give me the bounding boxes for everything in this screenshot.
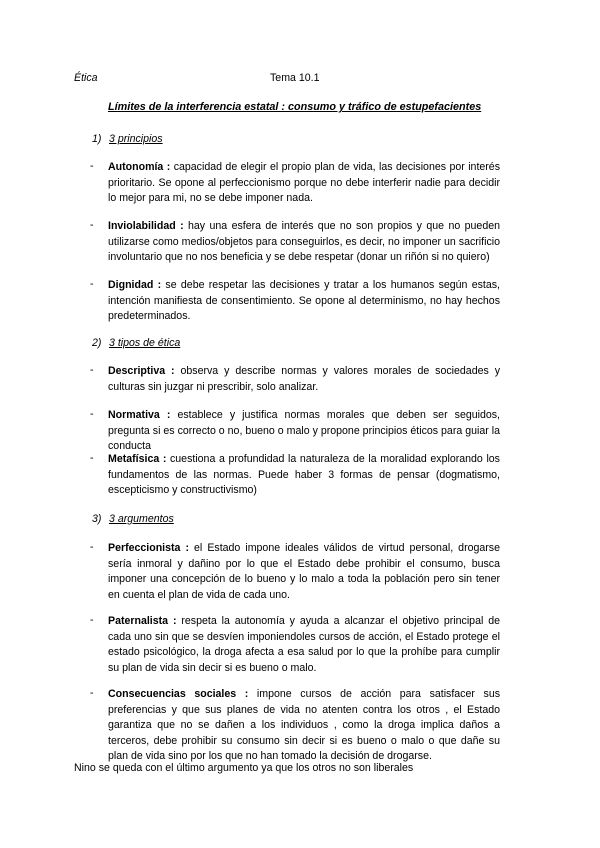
item-text: impone cursos de acción para satisfacer sus preferencias y que sus planes de vida no atenten contra los otros , el Estado garantiza que no se dañen a los individuos , como la droga implica daños a terceros, debe prohibir su consumo sin decir si es bueno o malo o que dañe su plan de vida sino por los que no han tomado la decisión de drogarse. <box>108 688 501 763</box>
item-text: cuestiona a profundidad la naturaleza de la moralidad explorando los fundamentos de las normas. Puede haber 3 formas de pensar (dogmatismo, escepticismo y constructivismo) <box>108 453 500 497</box>
item-term: Consecuencias sociales : <box>108 688 249 700</box>
list-item <box>90 364 500 395</box>
section-number: 1) <box>92 133 102 145</box>
item-text: el Estado impone ideales válidos de virtud personal, drogarse sería inmoral y dañino por lo que el Estado debe prohibir el consumo, busca imponer una concepción de lo bueno y lo malo a toda la población pero sin tener en cuenta el plan de vida de cada uno. <box>108 542 500 601</box>
bullet-dash: - <box>90 278 94 290</box>
item-text: establece y justifica normas morales que deben ser seguidos, pregunta si es correcto o no, bueno o malo y propone principios éticos para guiar la conducta <box>108 409 500 453</box>
section-heading <box>92 133 163 145</box>
item-term: Dignidad : <box>108 279 162 291</box>
item-text: respeta la autonomía y ayuda a alcanzar el objetivo principal de cada uno sin que se desvíen imponiendoles cursos de acción, el Estado protege el estado psicológico, la droga afecta a esa salud por lo que la prohíbe para cumplir su plan de vida sin decir si es bueno o malo. <box>108 615 500 674</box>
bullet-dash: - <box>90 160 94 172</box>
list-item <box>90 614 500 676</box>
section-heading <box>92 337 180 349</box>
section-label: 3 principios <box>109 133 163 145</box>
item-text: hay una esfera de interés que no son propios y que no pueden utilizarse como medios/objetos para conseguirlos, es decir, no imponer un sacrificio involuntario que no nos beneficia y se debe respetar (donar un riñón si no quiero) <box>108 220 500 264</box>
bullet-dash: - <box>90 452 94 464</box>
list-item <box>90 408 500 455</box>
section-number: 3) <box>92 513 102 525</box>
item-term: Perfeccionista : <box>108 542 189 554</box>
closing-note: Nino se queda con el último argumento ya que los otros no son liberales <box>74 762 414 774</box>
bullet-dash: - <box>90 687 94 699</box>
section-number: 2) <box>92 337 102 349</box>
list-item <box>90 541 500 603</box>
list-item <box>90 160 500 207</box>
item-term: Paternalista : <box>108 615 177 627</box>
bullet-dash: - <box>90 219 94 231</box>
list-item <box>90 687 500 765</box>
list-item <box>90 452 500 499</box>
item-term: Normativa : <box>108 409 171 421</box>
item-text: se debe respetar las decisiones y tratar a los humanos según estas, intención manifiesta de consentimiento. Se opone al determinismo, no hay hechos predeterminados. <box>108 279 500 323</box>
section-label: 3 tipos de ética <box>109 337 181 349</box>
bullet-dash: - <box>90 408 94 420</box>
document-title: Límites de la interferencia estatal : consumo y tráfico de estupefacientes <box>108 101 482 113</box>
bullet-dash: - <box>90 541 94 553</box>
section-heading <box>92 513 174 525</box>
list-item <box>90 219 500 266</box>
item-text: observa y describe normas y valores morales de sociedades y culturas sin juzgar ni prescribir, solo analizar. <box>108 365 500 393</box>
item-term: Descriptiva : <box>108 365 175 377</box>
list-item <box>90 278 500 325</box>
bullet-dash: - <box>90 364 94 376</box>
bullet-dash: - <box>90 614 94 626</box>
header-topic: Tema 10.1 <box>270 72 320 84</box>
section-label: 3 argumentos <box>109 513 174 525</box>
header-subject: Ética <box>74 72 98 84</box>
item-term: Autonomía : <box>108 161 171 173</box>
item-text: capacidad de elegir el propio plan de vida, las decisiones por interés prioritario. Se opone al perfeccionismo porque no debe interferir nadie para decidir lo mejor para mi, no se debe imponer nada. <box>108 161 500 205</box>
item-term: Metafísica : <box>108 453 167 465</box>
item-term: Inviolabilidad : <box>108 220 184 232</box>
